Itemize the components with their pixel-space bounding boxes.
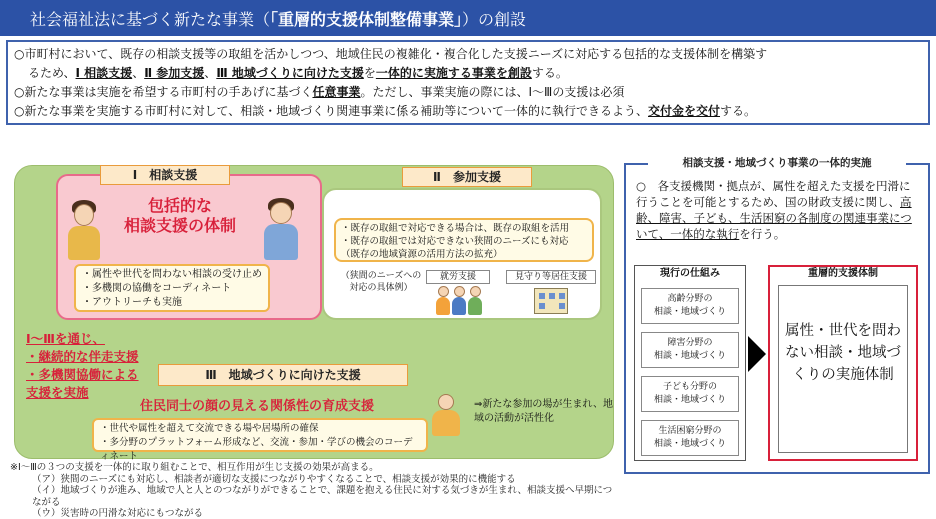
- section1-label: Ⅰ 相談支援: [100, 165, 230, 185]
- multilayer-support-title: 重層的支援体制: [808, 268, 878, 279]
- list-item: ・属性や世代を問わない相談の受け止め: [82, 269, 262, 280]
- worker-icon: [452, 286, 466, 316]
- current-item-elderly: [641, 288, 739, 324]
- list-item: ・多分野のプラットフォーム形成など、交流・参加・学びの機会のコーディネート: [100, 437, 413, 462]
- section3-result-note: ⇒新たな参加の場が生まれ、地域の活動が活性化: [474, 399, 613, 424]
- tag-residence-support: 見守り等居住支援: [506, 270, 596, 284]
- current-item-line: 障害分野の: [667, 338, 713, 348]
- list-item: ・既存の取組で対応できる場合は、既存の取組を活用: [341, 223, 570, 234]
- intro-line-3: ○新たな事業は実施を希望する市町村の手あげに基づく任意事業。ただし、事業実施の際には、Ⅰ～Ⅲの支援は必須: [14, 85, 625, 99]
- page-title: 社会福祉法に基づく新たな事業（「重層的支援体制整備事業」）の創設: [30, 10, 527, 29]
- arrow-right-icon: [748, 336, 766, 372]
- section1-list: [74, 264, 270, 312]
- right-panel-text: ○ 各支援機関・拠点が、属性を超えた支援を円滑に行うことを可能とするため、国の財政支援に関し、高齢、障害、子ども、生活困窮の各制度の関連事業について、一体的な執行を行う。: [636, 179, 912, 241]
- current-item-poverty: [641, 420, 739, 456]
- right-panel-title: 相談支援・地域づくり事業の一体的実施: [648, 155, 906, 171]
- title-bar: [0, 0, 936, 36]
- current-item-line: 高齢分野の: [667, 294, 713, 304]
- worker-icon: [436, 286, 450, 316]
- current-system-title: 現行の仕組み: [660, 268, 720, 279]
- section1-title: 包括的な 相談支援の体制: [123, 196, 236, 235]
- intro-box: [6, 40, 930, 125]
- intro-line-4: ○新たな事業を実施する市町村に対して、相談・地域づくり関連事業に係る補助等について一体的に執行できるよう、交付金を交付する。: [14, 104, 757, 118]
- title-highlight: 「重層的支援体制整備事業」: [270, 10, 463, 29]
- current-item-line: 相談・地域づくり: [653, 307, 726, 317]
- tag-employment-support: 就労支援: [426, 270, 490, 284]
- section3-title: 住民同士の顔の見える関係性の育成支援: [140, 399, 375, 414]
- list-item: ・アウトリーチも実施: [82, 297, 182, 308]
- section2-label: Ⅱ 参加支援: [402, 167, 532, 187]
- building-icon: [534, 288, 568, 314]
- list-item: ・世代や属性を超えて交流できる場や居場所の確保: [100, 423, 319, 434]
- list-item: （既存の地域資源の活用方法の拡充）: [341, 249, 503, 260]
- current-item-line: 生活困窮分野の: [658, 426, 722, 436]
- list-item: ・既存の取組では対応できない狭間のニーズにも対応: [341, 236, 569, 247]
- intro-line-2: るため、Ⅰ 相談支援、Ⅱ 参加支援、Ⅲ 地域づくりに向けた支援を一体的に実施する事業を創設する。: [28, 66, 568, 80]
- intro-line-1: ○市町村において、既存の相談支援等の取組を活かしつつ、地域住民の複雑化・複合化した支援ニーズに対応する包括的な支援体制を構築す: [14, 47, 768, 61]
- current-item-line: 相談・地域づくり: [653, 439, 726, 449]
- multilayer-support-text: 属性・世代を問わない相談・地域づくりの実施体制: [785, 323, 901, 383]
- person-icon: [262, 198, 300, 260]
- section2-list: [334, 218, 594, 262]
- section3-list: [92, 418, 428, 462]
- continuous-support-text: Ⅰ～Ⅲを通じ、 ・継続的な伴走支援 ・多機関協働による 支援を実施: [26, 331, 139, 400]
- current-item-children: [641, 376, 739, 412]
- section2-note: （狭間のニーズへの対応の具体例）: [340, 271, 422, 293]
- current-item-disability: [641, 332, 739, 368]
- person-icon: [430, 394, 462, 438]
- current-item-line: 子ども分野の: [662, 382, 717, 392]
- current-item-line: 相談・地域づくり: [653, 351, 726, 361]
- footnote: ※Ⅰ～Ⅲの３つの支援を一体的に取り組むことで、相互作用が生じ支援の効果が高まる。 （ア）狭間のニーズにも対応し、相談者が適切な支援につながりやすくなることで、相談支援が効果的に機能する （イ）地域づくりが進み、地域で人と人とのつながりができることで、課題を抱える住民に対する気づきが生まれ、相談支援へ早期につながる （ウ）災害時の円滑な対応にもつながる: [10, 462, 613, 519]
- current-item-line: 相談・地域づくり: [653, 395, 726, 405]
- section3-label: Ⅲ 地域づくりに向けた支援: [158, 364, 408, 386]
- worker-icon: [468, 286, 482, 316]
- person-icon: [66, 200, 102, 260]
- list-item: ・多機関の協働をコーディネート: [82, 283, 232, 294]
